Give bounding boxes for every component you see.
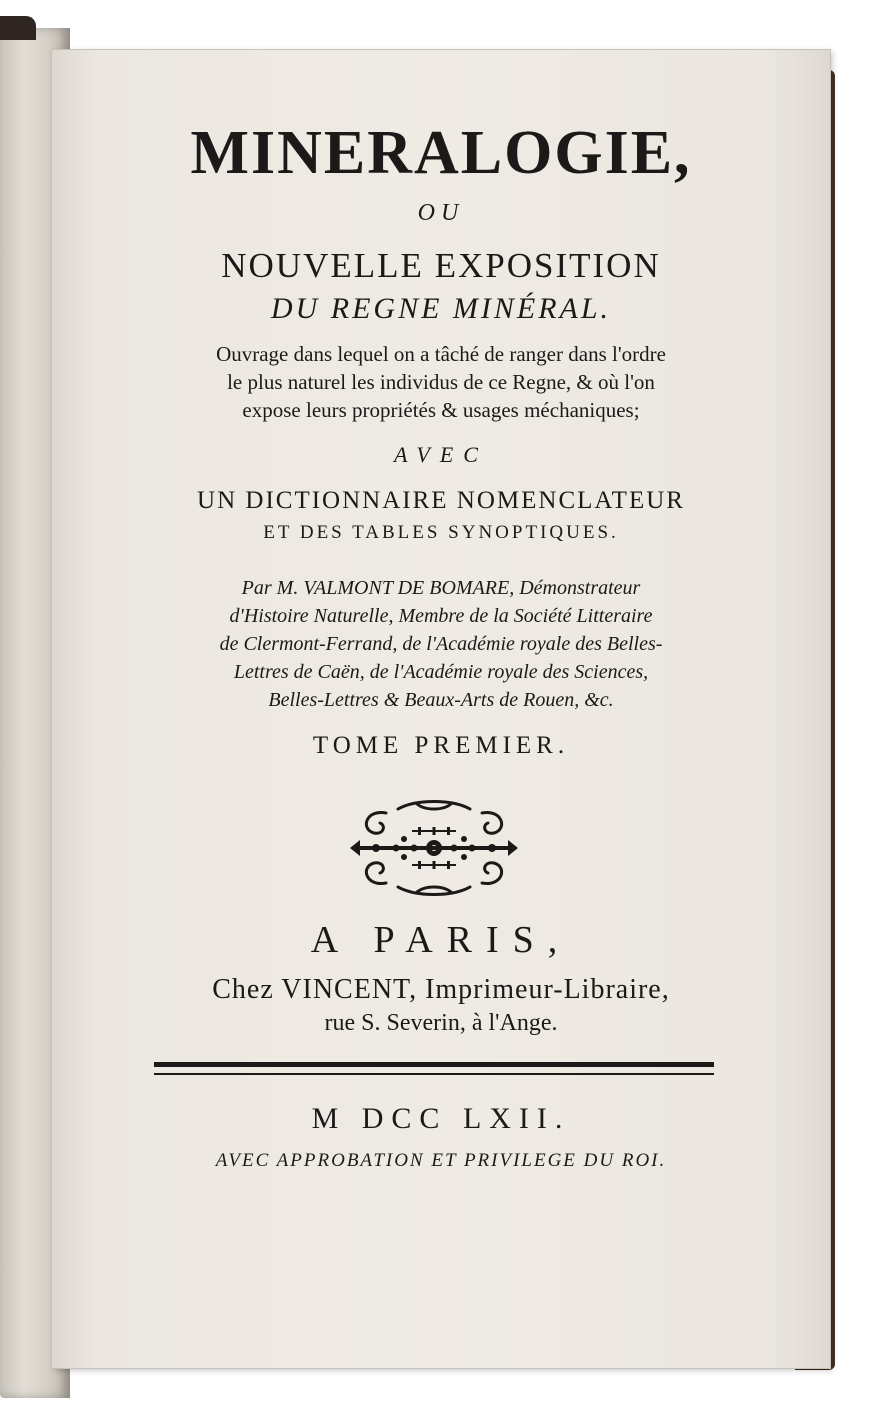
printer-line-2: rue S. Severin, à l'Ange. bbox=[324, 1010, 558, 1036]
privilege-line: AVEC APPROBATION ET PRIVILEGE DU ROI. bbox=[215, 1150, 667, 1171]
dictionary-line-2: ET DES TABLES SYNOPTIQUES. bbox=[263, 522, 619, 543]
description-line-3: expose leurs propriétés & usages méchaniques; bbox=[242, 398, 640, 422]
floral-ornament-icon bbox=[346, 795, 522, 901]
description-line-1: Ouvrage dans lequel on a tâché de ranger dans l'ordre bbox=[216, 342, 666, 366]
book-title: MINERALOGIE, bbox=[190, 119, 692, 187]
double-rule-thick bbox=[154, 1062, 714, 1067]
publication-place: A PARIS, bbox=[310, 919, 572, 961]
author-line-4: Lettres de Caën, de l'Académie royale des Sciences, bbox=[233, 661, 649, 683]
subtitle-line-1: NOUVELLE EXPOSITION bbox=[221, 246, 661, 285]
title-page-content bbox=[52, 50, 830, 1368]
title-page bbox=[52, 50, 830, 1368]
title-conjunction: OU bbox=[417, 200, 465, 226]
description-line-2: le plus naturel les individus de ce Regne, & où l'on bbox=[227, 370, 655, 394]
dictionary-line-1: UN DICTIONNAIRE NOMENCLATEUR bbox=[197, 487, 685, 514]
author-line-1: Par M. VALMONT DE BOMARE, Démonstrateur bbox=[241, 577, 641, 599]
volume-label: TOME PREMIER. bbox=[312, 732, 570, 759]
spine-corner bbox=[0, 16, 36, 40]
publication-date: M DCC LXII. bbox=[311, 1102, 571, 1135]
avec-label: AVEC bbox=[394, 442, 488, 467]
author-line-2: d'Histoire Naturelle, Membre de la Société Litteraire bbox=[229, 605, 653, 627]
author-line-5: Belles-Lettres & Beaux-Arts de Rouen, &c. bbox=[268, 689, 614, 711]
printer-line-1: Chez VINCENT, Imprimeur-Libraire, bbox=[212, 974, 670, 1005]
subtitle-line-2: DU REGNE MINÉRAL. bbox=[270, 292, 612, 325]
author-line-3: de Clermont-Ferrand, de l'Académie royale des Belles- bbox=[219, 633, 663, 655]
double-rule-thin bbox=[154, 1073, 714, 1075]
